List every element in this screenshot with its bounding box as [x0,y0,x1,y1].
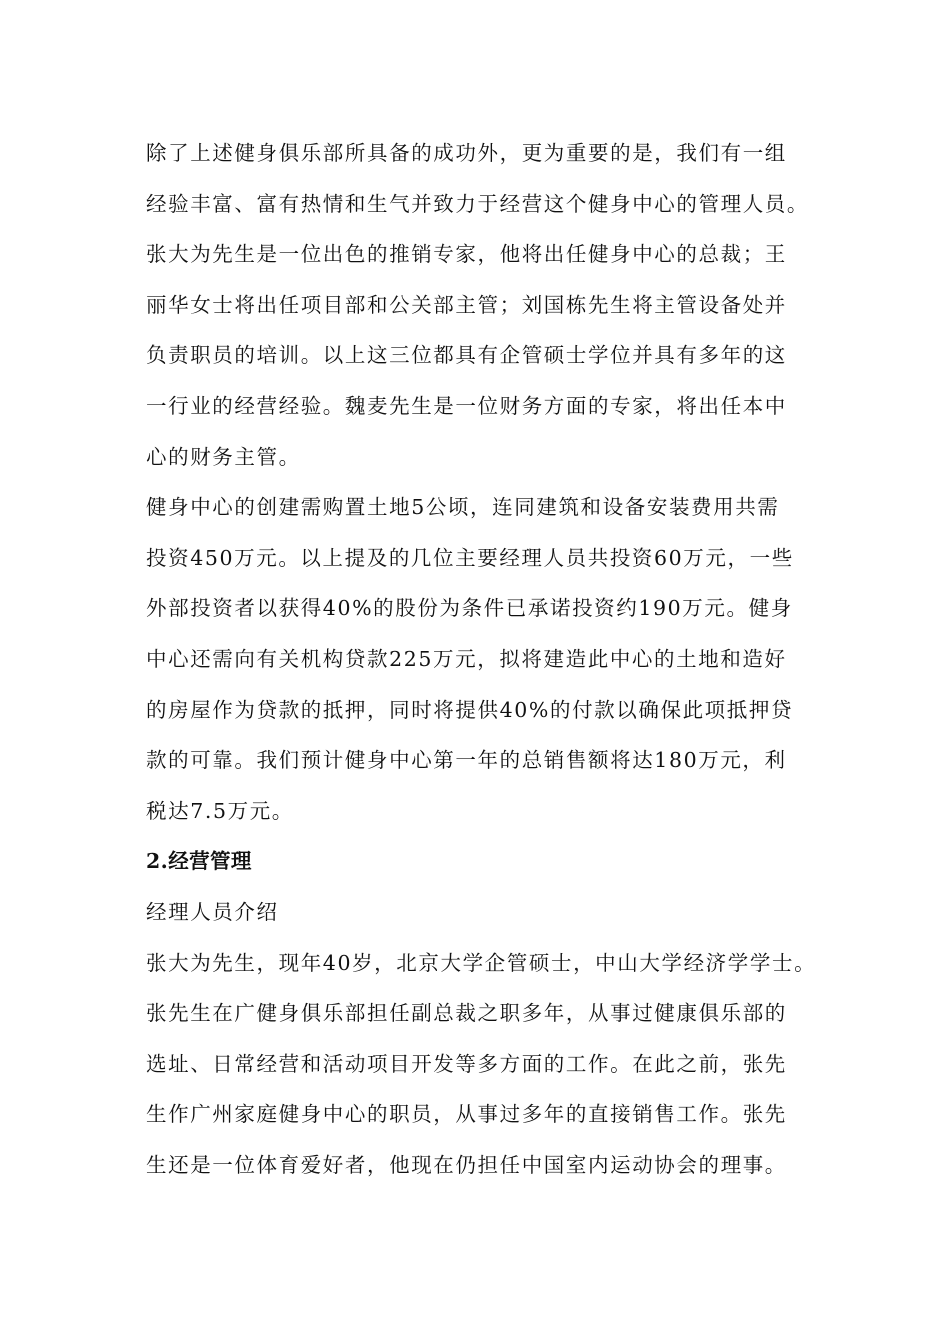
paragraph-line: 经验丰富、富有热情和生气并致力于经营这个健身中心的管理人员。 [146,191,809,216]
paragraph-line: 中心还需向有关机构贷款225万元，拟将建造此中心的土地和造好 [146,646,787,671]
paragraph-line: 心的财务主管。 [146,444,301,469]
paragraph-line: 丽华女士将出任项目部和公关部主管；刘国栋先生将主管设备处并 [146,292,787,317]
paragraph-line: 款的可靠。我们预计健身中心第一年的总销售额将达180万元，利 [146,748,787,773]
paragraph-line: 生作广州家庭健身中心的职员，从事过多年的直接销售工作。张先 [146,1102,787,1127]
document-body [146,128,826,1190]
paragraph-line: 投资450万元。以上提及的几位主要经理人员共投资60万元，一些 [146,545,794,570]
paragraph-line: 一行业的经营经验。魏麦先生是一位财务方面的专家，将出任本中 [146,393,787,418]
paragraph-line: 的房屋作为贷款的抵押，同时将提供40%的付款以确保此项抵押贷 [146,697,794,722]
paragraph-line: 健身中心的创建需购置土地5公顷，连同建筑和设备安装费用共需 [146,495,780,520]
paragraph-line: 外部投资者以获得40%的股份为条件已承诺投资约190万元。健身 [146,596,793,621]
section-heading: 2.经营管理 [146,849,252,874]
paragraph-line: 张先生在广健身俱乐部担任副总裁之职多年，从事过健康俱乐部的 [146,1001,787,1026]
paragraph-line: 张大为先生，现年40岁，北京大学企管硕士，中山大学经济学学士。 [146,950,817,975]
subsection-title: 经理人员介绍 [146,899,279,924]
paragraph-line: 张大为先生是一位出色的推销专家，他将出任健身中心的总裁；王 [146,242,787,267]
paragraph-line: 生还是一位体育爱好者，他现在仍担任中国室内运动协会的理事。 [146,1152,787,1177]
paragraph-line: 税达7.5万元。 [146,798,294,823]
paragraph-line: 除了上述健身俱乐部所具备的成功外，更为重要的是，我们有一组 [146,141,787,165]
paragraph-line: 选址、日常经营和活动项目开发等多方面的工作。在此之前，张先 [146,1051,787,1076]
paragraph-line: 负责职员的培训。以上这三位都具有企管硕士学位并具有多年的这 [146,343,787,368]
